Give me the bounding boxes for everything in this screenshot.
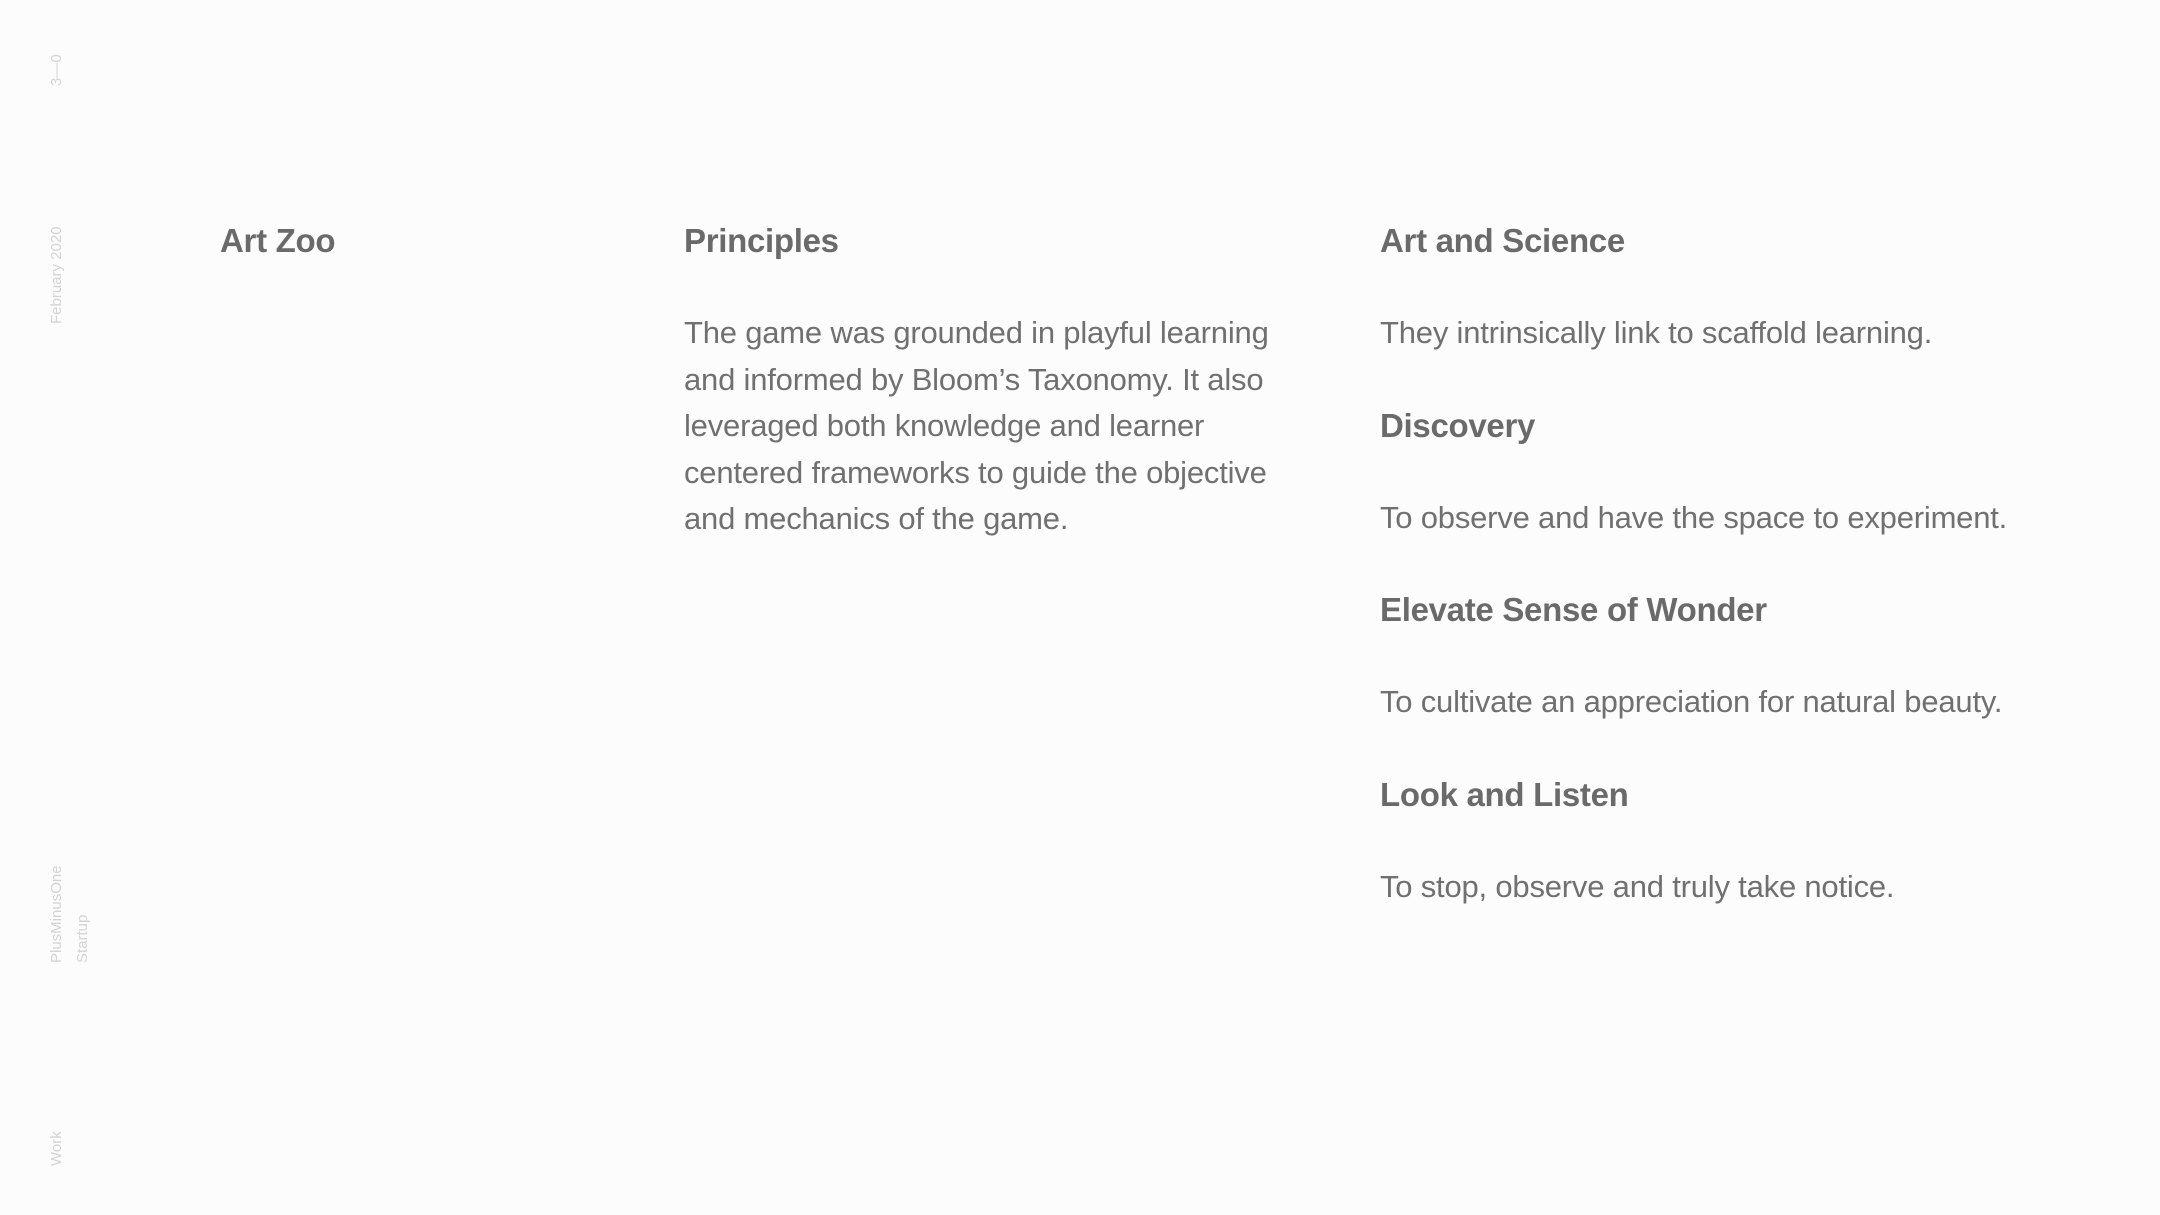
- principles-body: The game was grounded in playful learning and informed by Bloom’s Taxonomy. It also leveraged both knowledge and learner centered frameworks to guide the objective and mechanics of the game.: [684, 315, 1269, 536]
- section-label: Work: [48, 1131, 65, 1166]
- wonder-heading: Elevate Sense of Wonder: [1380, 591, 1767, 628]
- art-and-science-heading: Art and Science: [1380, 222, 1625, 259]
- date-label: February 2020: [48, 226, 65, 324]
- project-title: Art Zoo: [220, 222, 336, 259]
- look-and-listen-heading: Look and Listen: [1380, 775, 1629, 813]
- principles-column: [684, 218, 1324, 543]
- page-number: 3—0: [48, 54, 65, 86]
- project-column: [220, 218, 640, 264]
- art-and-science-intro: They intrinsically link to scaffold learning.: [1380, 315, 1933, 350]
- art-and-science-column: [1380, 218, 2100, 910]
- wonder-body: To cultivate an appreciation for natural beauty.: [1380, 684, 2003, 719]
- company-label: PlusMinusOne: [48, 865, 65, 963]
- look-and-listen-body: To stop, observe and truly take notice.: [1380, 868, 1895, 904]
- discovery-body: To observe and have the space to experiment.: [1380, 499, 2008, 535]
- left-rail: [0, 0, 120, 1215]
- discovery-heading: Discovery: [1380, 406, 1536, 444]
- principles-heading: Principles: [684, 222, 839, 259]
- category-label: Startup: [74, 914, 91, 963]
